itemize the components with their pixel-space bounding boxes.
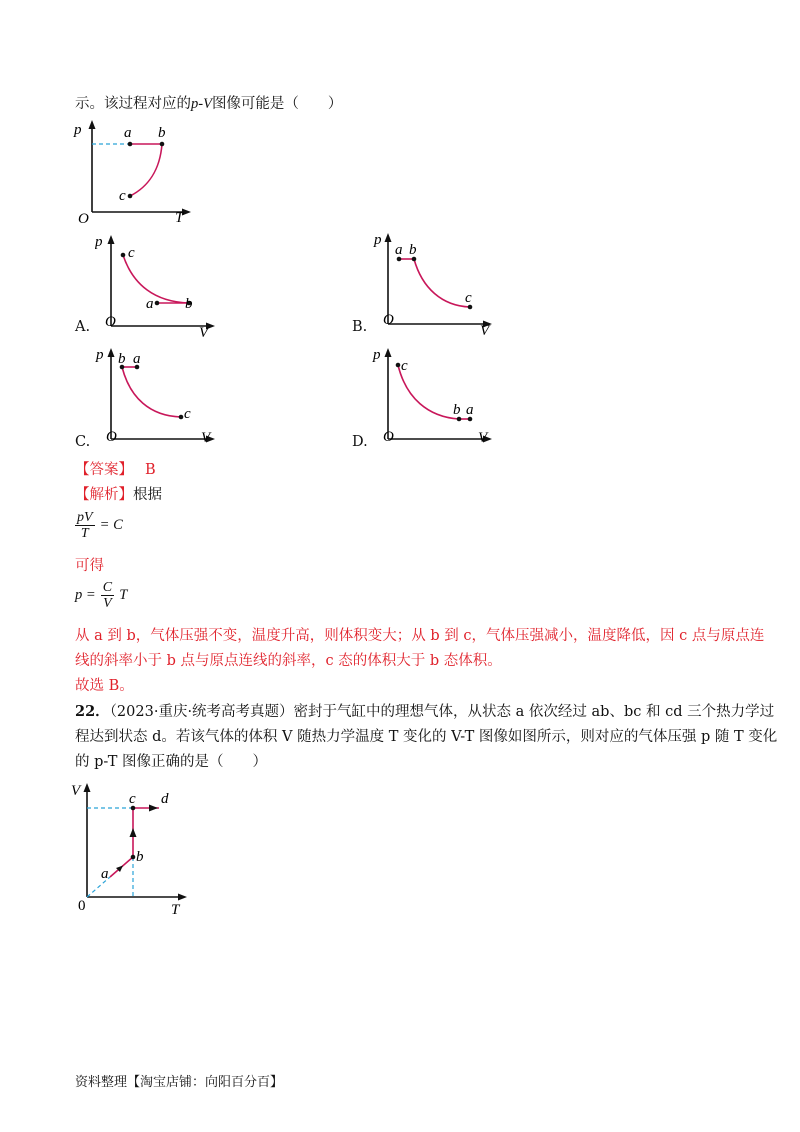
eq2-denominator: V — [103, 596, 112, 611]
q22-number: 22． — [75, 703, 110, 720]
point-label-a: a — [146, 296, 154, 312]
point-label-b: b — [453, 402, 461, 418]
axis-label-V: V — [480, 323, 490, 339]
point-label-b: b — [185, 296, 193, 312]
point-label-b: b — [136, 849, 144, 865]
point-label-a: a — [133, 351, 141, 367]
equation-2 — [75, 580, 127, 611]
point-label-a: a — [395, 242, 403, 258]
point-label-c: c — [465, 290, 472, 306]
conclusion: 故选 B。 — [75, 678, 134, 694]
origin-label: O — [383, 312, 394, 328]
eq1-numerator: pV — [77, 510, 93, 525]
axis-label-p: p — [96, 347, 104, 363]
point-label-d: d — [161, 791, 169, 807]
point-label-c: c — [119, 188, 126, 204]
axis-label-V: V — [478, 430, 488, 446]
point-label-a: a — [124, 125, 132, 141]
eq2-rhs: T — [119, 587, 128, 603]
q21-pt-figure — [70, 115, 200, 227]
origin-label: O — [78, 211, 89, 227]
answer-value: B — [145, 462, 156, 478]
eq1-denominator: T — [80, 526, 89, 541]
q22-line-2: 程达到状态 d。若该气体的体积 V 随热力学温度 T 变化的 V-T 图像如图所示，则对应的气体压强 p 随 T 变化 — [75, 729, 778, 745]
q22-line-1 — [75, 702, 774, 722]
axis-label-p: p — [374, 232, 382, 248]
option-b-letter[interactable]: B. — [352, 319, 368, 335]
explanation-line-1: 从 a 到 b，气体压强不变，温度升高，则体积变大；从 b 到 c，气体压强减小，温度降低，因 c 点与原点连 — [75, 628, 765, 644]
axis-label-T: T — [171, 902, 180, 918]
point-label-c: c — [401, 358, 408, 374]
axis-label-V: V — [201, 430, 211, 446]
origin-label: O — [105, 314, 116, 330]
q21-stem-text-a: 示。该过程对应的 — [75, 96, 191, 112]
origin-label: O — [106, 429, 117, 445]
q21-stem-text-b: 图像可能是（ ） — [211, 96, 343, 112]
axis-label-p: p — [95, 234, 103, 250]
analysis-intro: 根据 — [133, 487, 162, 503]
eq1-rhs: = C — [99, 517, 123, 533]
axis-label-V: V — [199, 325, 209, 341]
equation-1 — [75, 510, 123, 541]
option-c-figure[interactable] — [95, 343, 225, 455]
then-text: 可得 — [75, 558, 104, 574]
option-d-figure[interactable] — [372, 343, 502, 455]
point-label-c: c — [129, 791, 136, 807]
q22-line-3: 的 p-T 图像正确的是（ ） — [75, 754, 268, 770]
q22-vt-figure — [65, 775, 200, 925]
answer-label: 【答案】 — [75, 462, 133, 478]
q21-stem — [75, 94, 342, 114]
point-label-b: b — [158, 125, 166, 141]
point-label-a: a — [466, 402, 474, 418]
explanation-line-2: 线的斜率小于 b 点与原点连线的斜率，c 态的体积大于 b 态体积。 — [75, 653, 502, 669]
axis-label-V: V — [71, 783, 81, 799]
axis-label-T: T — [175, 210, 184, 226]
origin-label: O — [383, 429, 394, 445]
option-b-figure[interactable] — [372, 228, 502, 340]
option-a-figure[interactable] — [95, 230, 225, 342]
axis-label-p: p — [74, 122, 82, 138]
eq2-lhs: p = — [75, 587, 96, 603]
axis-label-p: p — [373, 347, 381, 363]
footer-credit: 资料整理【淘宝店铺：向阳百分百】 — [75, 1075, 284, 1090]
point-label-c: c — [184, 406, 191, 422]
answer-line — [75, 460, 156, 480]
q22-text-1: （2023·重庆·统考高考真题）密封于气缸中的理想气体，从状态 a 依次经过 ab、bc 和 cd 三个热力学过 — [109, 704, 775, 720]
point-label-c: c — [128, 245, 135, 261]
point-label-b: b — [409, 242, 417, 258]
option-a-letter[interactable]: A. — [75, 319, 91, 335]
origin-label: 0 — [78, 898, 86, 914]
option-d-letter[interactable]: D. — [352, 434, 368, 450]
q21-stem-pv: p-V — [191, 96, 212, 112]
option-c-letter[interactable]: C. — [75, 434, 91, 450]
analysis-line — [75, 485, 162, 505]
point-label-a: a — [101, 866, 109, 882]
eq2-numerator: C — [102, 580, 113, 595]
point-label-b: b — [118, 351, 126, 367]
analysis-label: 【解析】 — [75, 487, 133, 503]
